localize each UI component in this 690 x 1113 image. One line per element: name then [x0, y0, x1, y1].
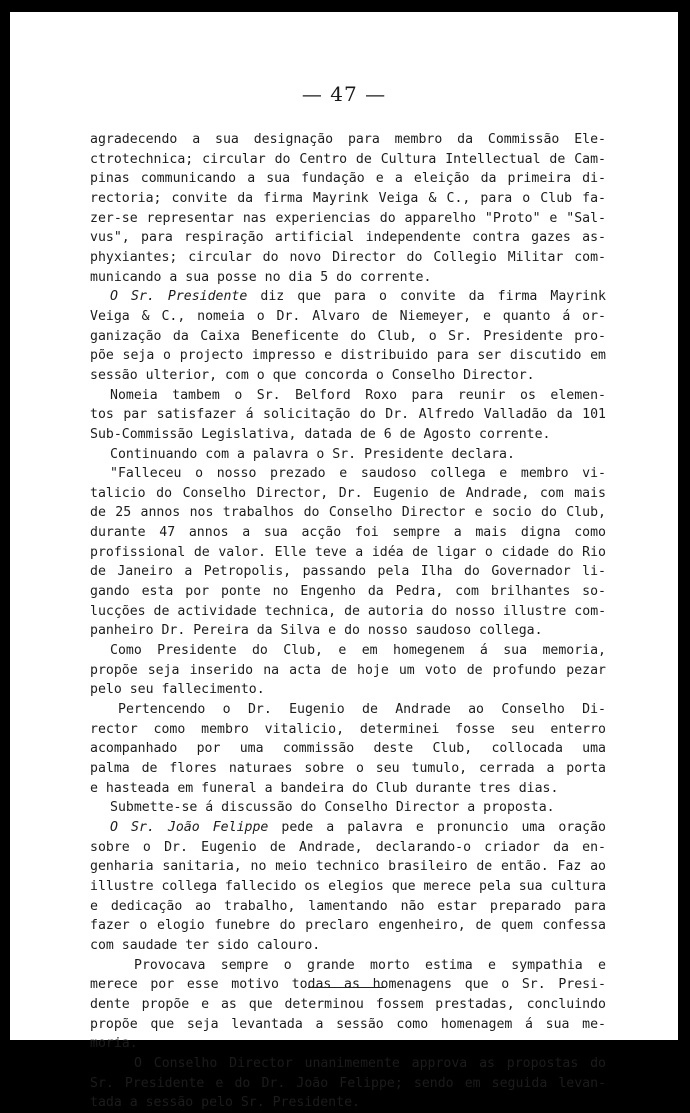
text-line: tos par satisfazer á solicitação do Dr. Alfredo Valladão da 101: [90, 407, 606, 423]
footer-rule: [308, 987, 386, 988]
text-line: O Sr. Presidente diz que para o convite da firma Mayrink: [110, 289, 606, 305]
text-line: de 25 annos nos trabalhos do Conselho Director e socio do Club,: [90, 505, 606, 521]
text-line: sobre o Dr. Eugenio de Andrade, declarando-o criador da en-: [90, 839, 606, 855]
text-line: ctrotechnica; circular do Centro de Cultura Intellectual de Cam-: [90, 151, 606, 167]
text-line: Sub-Commissão Legislativa, datada de 6 de Agosto corrente.: [90, 426, 551, 442]
text-line: moria.: [90, 1036, 138, 1052]
text-line: merece por esse motivo todas as homenagens que o Sr. Presi-: [90, 977, 606, 993]
text-line: talicio do Conselho Director, Dr. Eugenio de Andrade, com mais: [90, 485, 606, 501]
text-line: zer-se representar nas experiencias do apparelho "Proto" e "Sal-: [90, 210, 606, 226]
text-line: Nomeia tambem o Sr. Belford Roxo para reunir os elemen-: [110, 387, 606, 403]
document-page: [10, 12, 678, 1111]
text-line: vus", para respiração artificial independente contra gazes as-: [90, 230, 606, 246]
text-line: illustre collega fallecido os elegios que merece pela sua cultura: [90, 878, 607, 894]
text-line: agradecendo a sua designação para membro da Commissão Ele-: [90, 132, 606, 147]
text-line: dente propõe e as que determinou fossem prestadas, concluindo: [90, 996, 606, 1012]
text-line: e dedicação ao trabalho, lamentando não estar preparado para: [90, 898, 606, 914]
page-number: — 47 —: [301, 82, 387, 106]
text-line: Provocava sempre o grande morto estima e sympathia e: [134, 957, 606, 973]
text-line: Pertencendo o Dr. Eugenio de Andrade ao Conselho Di-: [118, 702, 606, 718]
text-line: pelo seu fallecimento.: [90, 682, 265, 698]
text-line: lucções de actividade technica, de autoria do nosso illustre com-: [90, 603, 607, 619]
text-line: fazer o elogio funebre do preclaro engenheiro, de quem confessa: [90, 918, 606, 934]
text-line: Veiga & C., nomeia o Dr. Alvaro de Niemeyer, e quanto á or-: [90, 308, 606, 324]
text-line: "Falleceu o nosso prezado e saudoso collega e membro vi-: [110, 466, 606, 482]
text-line: com saudade ter sido calouro.: [90, 937, 321, 953]
text-line: sessão ulterior, com o que concorda o Conselho Director.: [90, 367, 535, 383]
text-line: genharia sanitaria, no meio technico brasileiro de então. Faz ao: [90, 859, 606, 875]
text-line: phyxiantes; circular do novo Director do Collegio Militar com-: [90, 249, 606, 265]
text-line: palma de flores naturaes sobre o seu tumulo, cerrada a porta: [90, 761, 606, 776]
text-line: de Janeiro a Petropolis, passando pela Ilha do Governador li-: [90, 564, 606, 580]
text-line: propõe seja inserido na acta de hoje um voto de profundo pezar: [90, 662, 606, 678]
text-line: durante 47 annos a sua acção foi sempre a mais digna como: [90, 525, 606, 541]
text-line: Sr. Presidente e do Dr. João Felippe; sendo em seguida levan-: [90, 1075, 606, 1091]
text-line: acompanhado por uma commissão deste Club, collocada uma: [90, 741, 606, 757]
text-line: O Conselho Director unanimemente approva as propostas do: [134, 1055, 606, 1071]
text-line: ganização da Caixa Beneficente do Club, o Sr. Presidente pro-: [90, 328, 606, 344]
text-line: Submette-se á discussão do Conselho Director a proposta.: [110, 800, 555, 816]
text-line: profissional de valor. Elle teve a idéa de ligar o cidade do Rio: [90, 544, 606, 560]
text-line: panheiro Dr. Pereira da Silva e do nosso saudoso collega.: [90, 623, 543, 639]
text-line: Continuando com a palavra o Sr. Presidente declara.: [110, 446, 515, 462]
text-line: tada a sessão pelo Sr. Presidente.: [90, 1095, 360, 1111]
text-line: gando esta por ponte no Engenho da Pedra, com brilhantes so-: [90, 584, 606, 600]
text-line: e hasteada em funeral a bandeira do Club durante tres dias.: [90, 780, 559, 796]
text-line: O Sr. João Felippe pede a palavra e pronuncio uma oração: [110, 819, 606, 835]
text-line: Como Presidente do Club, e em homegenem á sua memoria,: [110, 643, 606, 659]
text-line: pinas communicando a sua fundação e a eleição da primeira di-: [90, 171, 606, 187]
text-line: propõe que seja levantada a sessão como homenagem á sua me-: [90, 1016, 606, 1032]
body-text: [90, 130, 606, 1113]
text-line: põe seja o projecto impresso e distribuido para ser discutido em: [90, 348, 606, 364]
text-line: rectoria; convite da firma Mayrink Veiga & C., para o Club fa-: [90, 190, 606, 206]
text-line: municando a sua posse no dia 5 do corrente.: [90, 269, 432, 285]
text-line: rector como membro vitalicio, determinei fosse seu enterro: [90, 721, 606, 737]
